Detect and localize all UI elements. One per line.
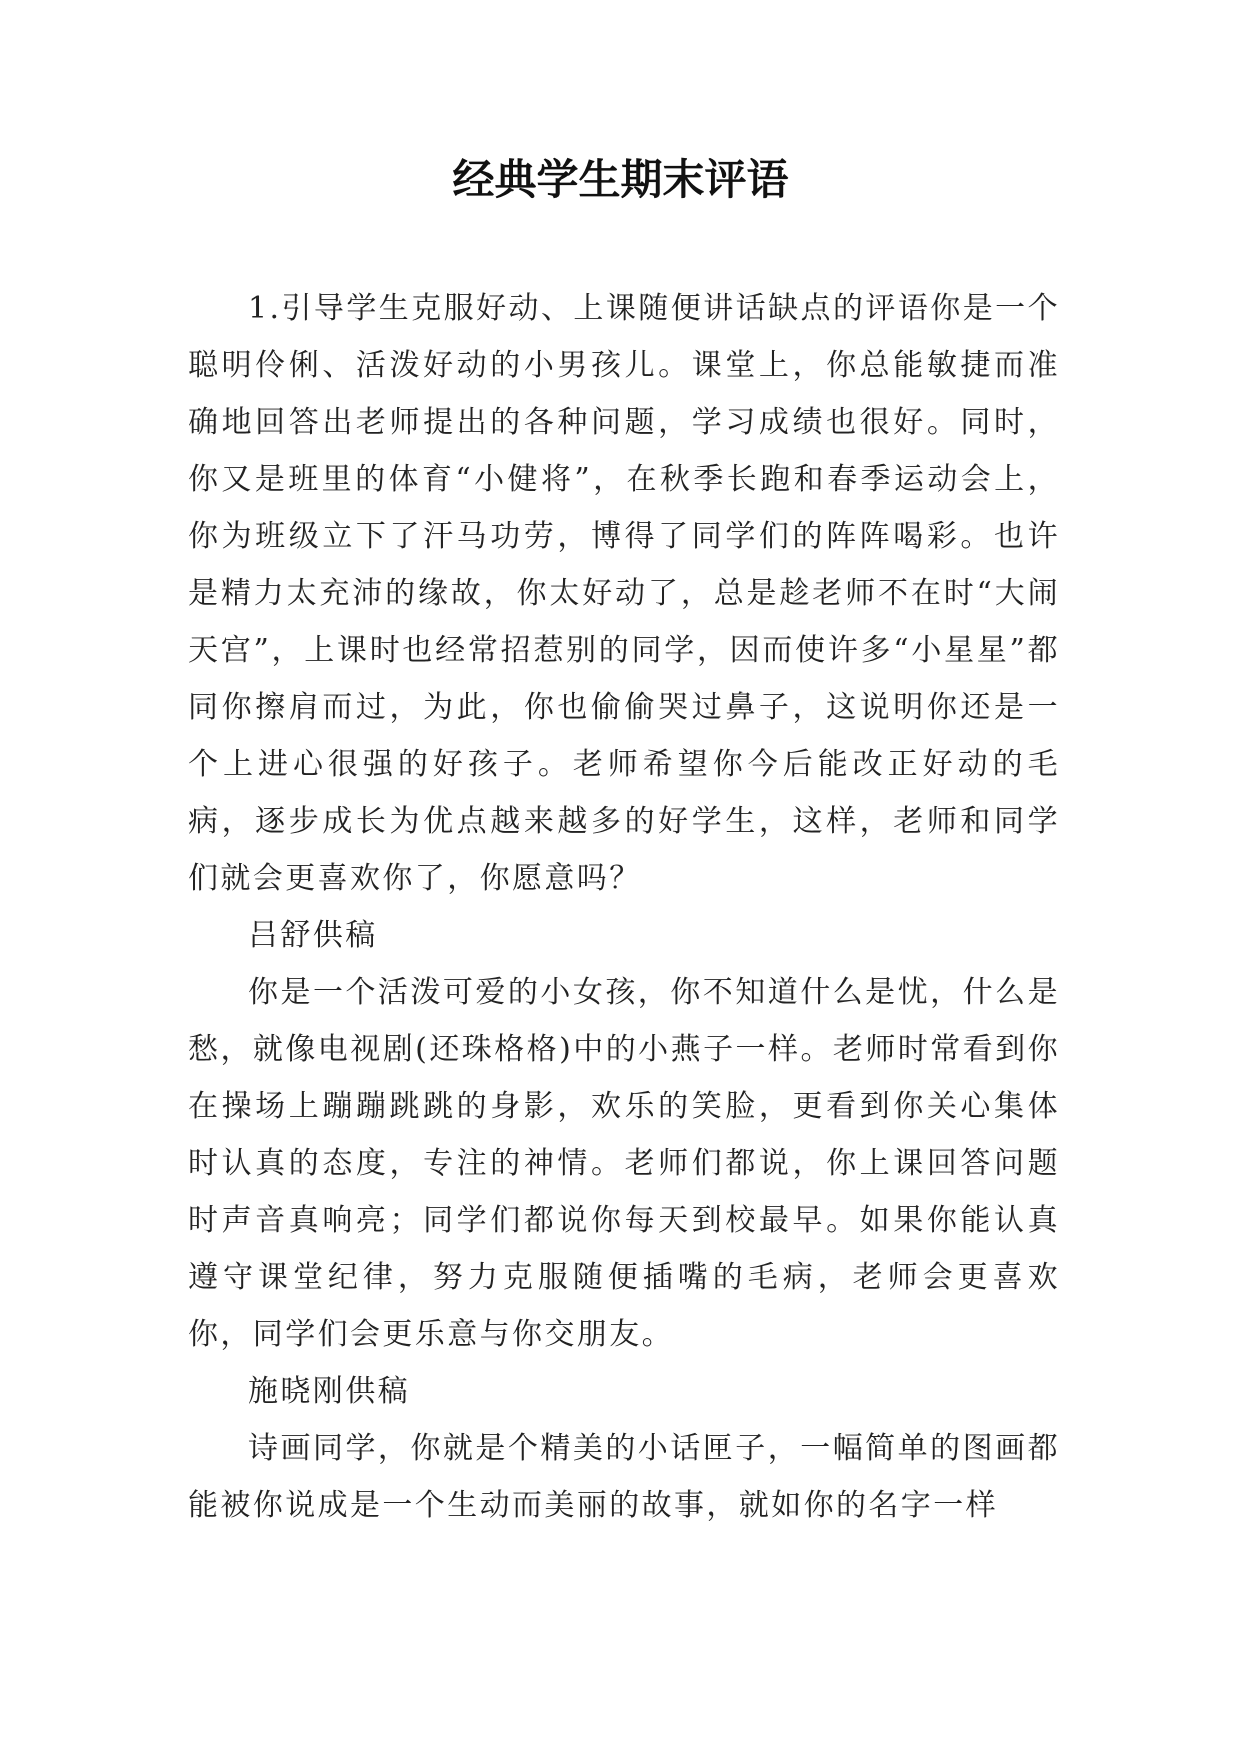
comment-paragraph-2: 你是一个活泼可爱的小女孩，你不知道什么是忧，什么是愁，就像电视剧(还珠格格)中的小燕子一样。老师时常看到你在操场上蹦蹦跳跳的身影，欢乐的笑脸，更看到你关心集体时认真的态度，专注的神情。老师们都说，你上课回答问题时声音真响亮；同学们都说你每天到校最早。如果你能认真遵守课堂纪律，努力克服随便插嘴的毛病，老师会更喜欢你，同学们会更乐意与你交朋友。 [188, 975, 1060, 1352]
comment-paragraph-3: 诗画同学，你就是个精美的小话匣子，一幅简单的图画都能被你说成是一个生动而美丽的故事，就如你的名字一样 [188, 1431, 1060, 1523]
credit-line-2: 施晓刚供稿 [248, 1374, 410, 1409]
credit-line-1: 吕舒供稿 [248, 918, 378, 953]
comment-paragraph-1: 1.引导学生克服好动、上课随便讲话缺点的评语你是一个聪明伶俐、活泼好动的小男孩儿。课堂上，你总能敏捷而准确地回答出老师提出的各种问题，学习成绩也很好。同时，你又是班里的体育“小健将”，在秋季长跑和春季运动会上，你为班级立下了汗马功劳，博得了同学们的阵阵喝彩。也许是精力太充沛的缘故，你太好动了，总是趁老师不在时“大闹天宫”，上课时也经常招惹别的同学，因而使许多“小星星”都同你擦肩而过，为此，你也偷偷哭过鼻子，这说明你还是一个上进心很强的好孩子。老师希望你今后能改正好动的毛病，逐步成长为优点越来越多的好学生，这样，老师和同学们就会更喜欢你了，你愿意吗？ [188, 291, 1060, 896]
document-title: 经典学生期末评语 [452, 155, 789, 204]
document-body [188, 280, 1060, 1534]
